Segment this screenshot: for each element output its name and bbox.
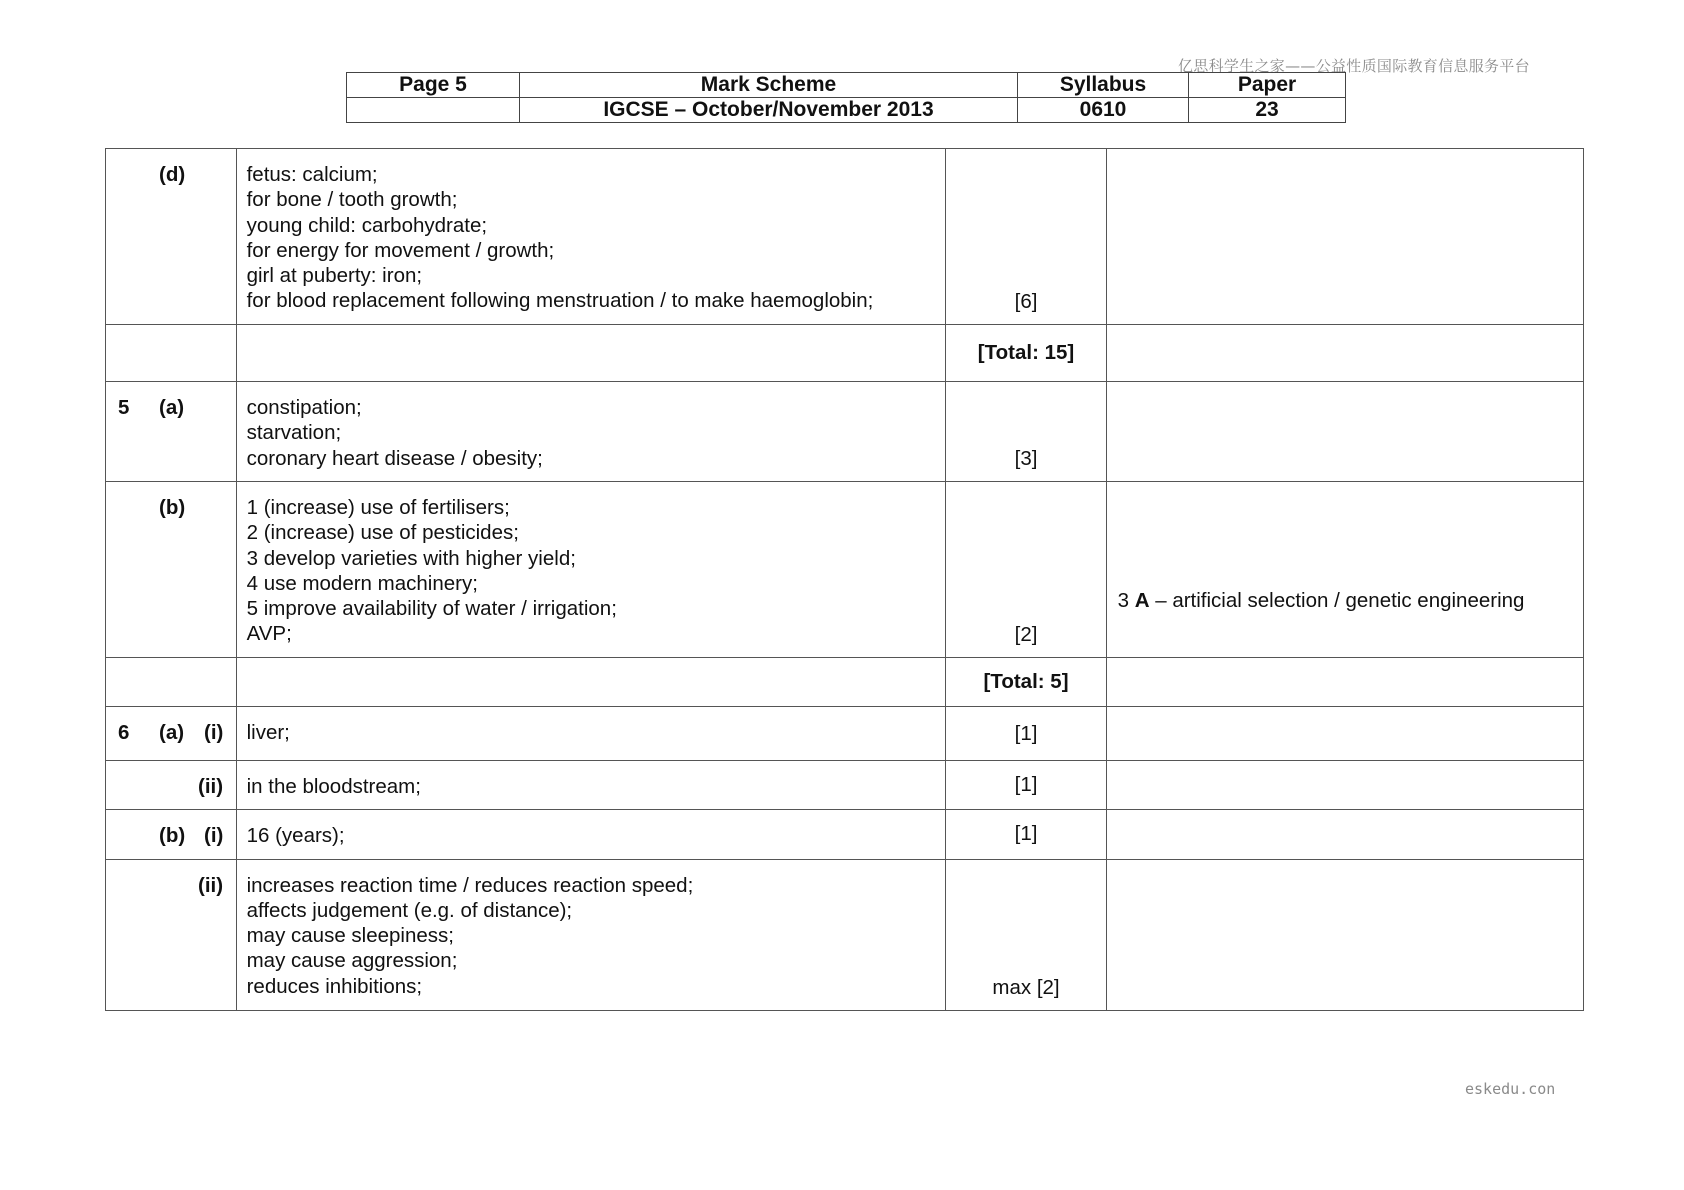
answer-line: 3 develop varieties with higher yield; [246, 546, 576, 570]
table-row [106, 482, 1584, 658]
guidance-cell [1106, 325, 1583, 382]
header-syllabus: Syllabus [1018, 73, 1189, 98]
answer-line: 1 (increase) use of fertilisers; [246, 496, 510, 519]
question-cell [106, 325, 237, 382]
question-subpart: (i) [204, 824, 224, 848]
guidance-cell [1106, 382, 1583, 482]
answer-cell [236, 658, 946, 707]
question-cell [106, 382, 237, 482]
answer-line: girl at puberty: iron; [246, 264, 423, 288]
page-header-table [346, 72, 1346, 123]
question-part: (b) [159, 824, 186, 848]
marks-cell: [6] [946, 149, 1106, 325]
answer-line: AVP; [246, 622, 292, 646]
guidance-text: – artificial selection / genetic engineering [1149, 588, 1525, 612]
answer-cell [236, 382, 946, 482]
table-row [106, 859, 1584, 1010]
answer-line: reduces inhibitions; [246, 974, 423, 998]
answer-line: for bone / tooth growth; [246, 188, 458, 212]
guidance-accept: A [1134, 588, 1150, 612]
guidance-cell [1106, 707, 1583, 761]
answer-line: liver; [246, 721, 290, 744]
answer-cell [236, 761, 946, 810]
answer-cell [236, 707, 946, 761]
answer-line: 16 (years); [246, 824, 345, 848]
watermark-bottom: eskedu.con [1465, 1080, 1556, 1098]
question-cell [106, 658, 237, 707]
question-cell [106, 482, 237, 658]
watermark-top: 亿思科学生之家——公益性质国际教育信息服务平台 [1178, 57, 1530, 75]
question-cell [106, 707, 237, 761]
question-part: (b) [159, 496, 186, 519]
question-part: (a) [159, 721, 185, 744]
table-row [106, 761, 1584, 810]
question-cell [106, 149, 237, 325]
answer-line: young child: carbohydrate; [246, 213, 488, 237]
answer-line: in the bloodstream; [246, 775, 421, 798]
guidance-cell [1106, 761, 1583, 810]
table-row [106, 382, 1584, 482]
answer-line: may cause sleepiness; [246, 924, 454, 948]
answer-line: 5 improve availability of water / irrigation; [246, 597, 617, 621]
question-number: 5 [118, 396, 130, 419]
question-subpart: (ii) [198, 775, 224, 798]
total-marks: [Total: 15] [946, 325, 1106, 382]
marks-cell: [2] [946, 482, 1106, 658]
answer-line: fetus: calcium; [246, 163, 378, 186]
answer-line: coronary heart disease / obesity; [246, 446, 543, 470]
answer-line: constipation; [246, 396, 362, 419]
answer-line: for blood replacement following menstruation / to make haemoglobin; [246, 289, 874, 313]
guidance-cell [1106, 810, 1583, 859]
marks-cell: [1] [946, 707, 1106, 761]
table-row [106, 810, 1584, 859]
question-cell [106, 810, 237, 859]
answer-cell [236, 149, 946, 325]
mark-scheme-table [105, 148, 1584, 1011]
total-marks: [Total: 5] [946, 658, 1106, 707]
answer-line: may cause aggression; [246, 949, 458, 973]
marks-cell: max [2] [946, 859, 1106, 1010]
table-row [106, 149, 1584, 325]
answer-line: for energy for movement / growth; [246, 238, 555, 262]
marks-cell: [3] [946, 382, 1106, 482]
guidance-cell [1106, 658, 1583, 707]
header-exam: IGCSE – October/November 2013 [520, 98, 1018, 123]
guidance-cell [1106, 859, 1583, 1010]
question-number: 6 [118, 721, 130, 744]
answer-cell [236, 325, 946, 382]
guidance-cell [1106, 149, 1583, 325]
header-syllabus-code: 0610 [1018, 98, 1189, 123]
answer-line: 4 use modern machinery; [246, 571, 478, 595]
answer-line: increases reaction time / reduces reaction speed; [246, 873, 694, 897]
answer-line: 2 (increase) use of pesticides; [246, 521, 519, 545]
question-subpart: (i) [204, 721, 224, 744]
marks-cell: [1] [946, 761, 1106, 810]
question-part: (a) [159, 396, 185, 419]
header-page: Page 5 [347, 73, 520, 98]
guidance-cell [1106, 482, 1583, 658]
question-cell [106, 761, 237, 810]
table-row [106, 707, 1584, 761]
marks-cell: [1] [946, 810, 1106, 859]
answer-cell [236, 810, 946, 859]
question-part: (d) [159, 163, 186, 186]
table-row [106, 325, 1584, 382]
table-row [106, 658, 1584, 707]
header-paper-number: 23 [1189, 98, 1346, 123]
header-paper: Paper [1189, 73, 1346, 98]
header-blank [347, 98, 520, 123]
answer-cell [236, 482, 946, 658]
answer-line: starvation; [246, 421, 342, 445]
question-cell [106, 859, 237, 1010]
question-subpart: (ii) [198, 873, 224, 897]
guidance-prefix: 3 [1117, 588, 1135, 612]
answer-line: affects judgement (e.g. of distance); [246, 898, 573, 922]
header-mark-scheme: Mark Scheme [520, 73, 1018, 98]
answer-cell [236, 859, 946, 1010]
